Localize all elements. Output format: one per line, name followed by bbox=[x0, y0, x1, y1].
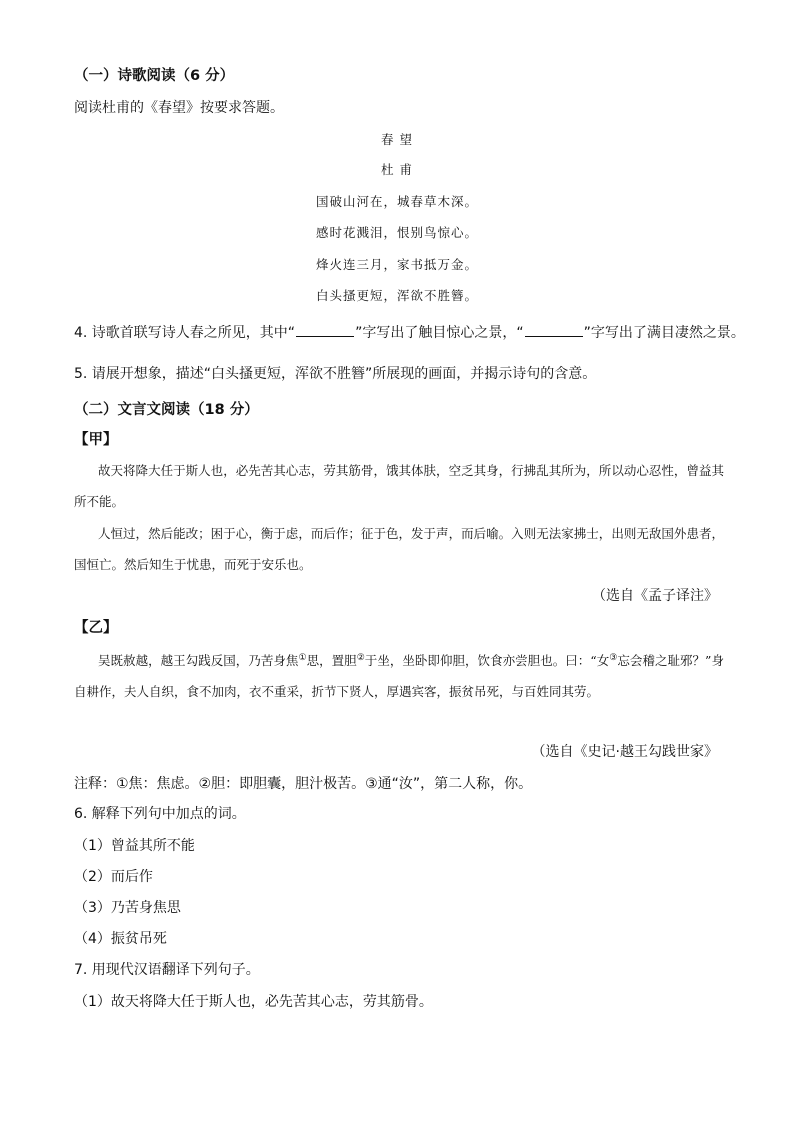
passage-yi-text-d: 忘会稽之耻邪？”身自耕作，夫人自织，食不加肉，衣不重采，折节下贤人，厚遇宾客，振贫吊死，与百姓同其劳。 bbox=[74, 653, 724, 699]
footnote-mark-1: ① bbox=[298, 652, 307, 663]
answer-blank-1[interactable] bbox=[296, 322, 354, 337]
question-6-item-3: （3）乃苦身焦思 bbox=[74, 900, 181, 916]
passage-yi-source: （选自《史记·越王勾践世家》 bbox=[531, 744, 718, 760]
answer-blank-2[interactable] bbox=[525, 322, 583, 337]
footnote-mark-2: ② bbox=[356, 652, 365, 663]
passage-yi-text-b: 思，置胆 bbox=[306, 653, 357, 668]
poem-line-1: 国破山河在，城春草木深。 bbox=[315, 194, 478, 209]
annotation-notes: 注释：①焦：焦虑。②胆：即胆囊，胆汁极苦。③通“汝”，第二人称，你。 bbox=[74, 776, 533, 792]
passage-yi-paragraph bbox=[74, 645, 724, 707]
question-4 bbox=[74, 322, 745, 343]
question-6-item-2: （2）而后作 bbox=[74, 869, 153, 885]
passage-label-yi: 【乙】 bbox=[74, 620, 118, 636]
passage-yi-text-c: 于坐，坐卧即仰胆，饮食亦尝胆也。曰：“女 bbox=[364, 653, 610, 668]
question-6: 6. 解释下列句中加点的词。 bbox=[74, 806, 246, 822]
question-7-item-1: （1）故天将降大任于斯人也，必先苦其心志，劳其筋骨。 bbox=[74, 994, 433, 1010]
footnote-mark-3: ③ bbox=[609, 652, 618, 663]
question-5: 5. 请展开想象，描述“白头搔更短，浑欲不胜簪”所展现的画面，并揭示诗句的含意。 bbox=[74, 366, 597, 382]
passage-label-jia: 【甲】 bbox=[74, 432, 118, 448]
passage-jia-paragraph-2: 人恒过，然后能改；困于心，衡于虑，而后作；征于色，发于声，而后喻。入则无法家拂士，出则无敌国外患者，国恒亡。然后知生于忧患，而死于安乐也。 bbox=[74, 526, 724, 572]
question-6-item-1: （1）曾益其所不能 bbox=[74, 838, 195, 854]
question-4-part-3: ”字写出了满目凄然之景。 bbox=[583, 325, 745, 341]
poem-author: 杜 甫 bbox=[381, 162, 413, 177]
passage-yi-text-a: 吴既赦越，越王勾践反国，乃苦身焦 bbox=[98, 653, 299, 668]
question-6-item-4: （4）振贫吊死 bbox=[74, 931, 167, 947]
poem-intro: 阅读杜甫的《春望》按要求答题。 bbox=[74, 100, 284, 116]
poem-line-4: 白头搔更短，浑欲不胜簪。 bbox=[315, 288, 478, 303]
question-4-part-1: 4. 诗歌首联写诗人春之所见，其中“ bbox=[74, 325, 296, 341]
poem-line-3: 烽火连三月，家书抵万金。 bbox=[315, 257, 478, 272]
question-4-part-2: ”字写出了触目惊心之景，“ bbox=[355, 325, 524, 341]
question-7: 7. 用现代汉语翻译下列句子。 bbox=[74, 962, 260, 978]
section-heading-classical: （二）文言文阅读（18 分） bbox=[74, 402, 259, 418]
poem-title: 春 望 bbox=[381, 132, 413, 147]
passage-jia-paragraph-1: 故天将降大任于斯人也，必先苦其心志，劳其筋骨，饿其体肤，空乏其身，行拂乱其所为，所以动心忍性，曾益其所不能。 bbox=[74, 463, 724, 509]
poem-line-2: 感时花溅泪，恨别鸟惊心。 bbox=[315, 225, 478, 240]
section-heading-poetry: （一）诗歌阅读（6 分） bbox=[74, 68, 235, 84]
passage-jia-source: （选自《孟子译注》 bbox=[592, 588, 718, 604]
